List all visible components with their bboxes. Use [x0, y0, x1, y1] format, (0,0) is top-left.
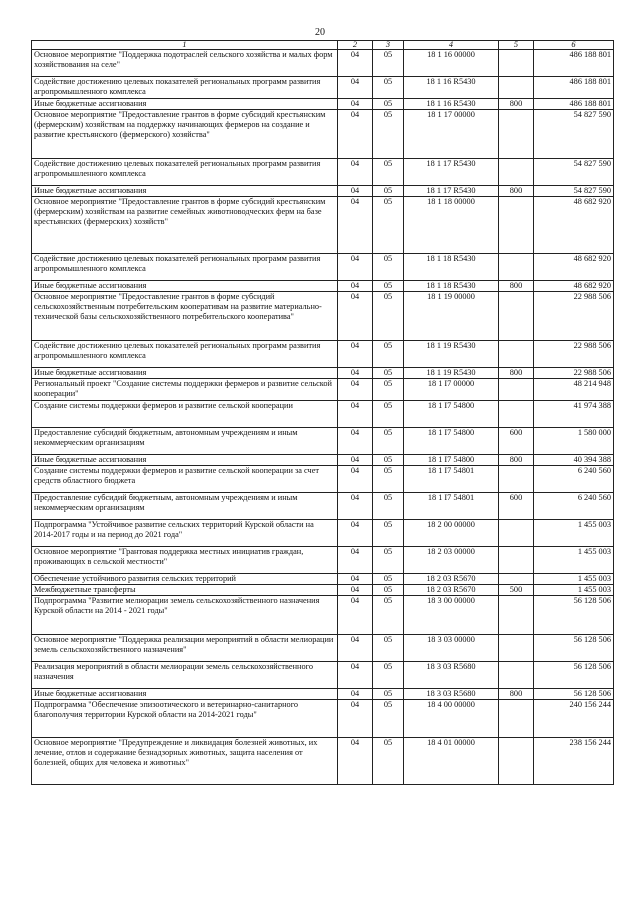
table-row	[32, 596, 614, 635]
row-subsection: 05	[373, 254, 404, 281]
row-amount: 486 188 801	[534, 99, 614, 110]
row-subsection: 05	[373, 197, 404, 254]
row-expense-type: 800	[499, 281, 534, 292]
row-expense-type: 800	[499, 99, 534, 110]
row-name: Иные бюджетные ассигнования	[32, 455, 338, 466]
row-name: Основное мероприятие "Предоставление грантов в форме субсидий крестьянским (фермерским) хозяйствам на поддержку начинающих фермеров на создание и развитие крестьянского (фермерского) хозяйства"	[32, 110, 338, 159]
row-target-code: 18 1 I7 00000	[404, 379, 499, 401]
row-target-code: 18 3 00 00000	[404, 596, 499, 635]
row-amount: 486 188 801	[534, 50, 614, 77]
row-expense-type: 600	[499, 493, 534, 520]
row-name: Предоставление субсидий бюджетным, автономным учреждениям и иным некоммерческим организациям	[32, 493, 338, 520]
row-section: 04	[338, 110, 373, 159]
table-row	[32, 254, 614, 281]
row-target-code: 18 1 16 00000	[404, 50, 499, 77]
row-amount: 56 128 506	[534, 635, 614, 662]
row-target-code: 18 2 03 R5670	[404, 574, 499, 585]
row-subsection: 05	[373, 596, 404, 635]
row-name: Межбюджетные трансферты	[32, 585, 338, 596]
row-section: 04	[338, 401, 373, 428]
row-name: Создание системы поддержки фермеров и развитие сельской кооперации	[32, 401, 338, 428]
table-row	[32, 110, 614, 159]
row-expense-type	[499, 197, 534, 254]
column-header: 1	[32, 41, 338, 50]
table-row	[32, 197, 614, 254]
row-name: Основное мероприятие "Грантовая поддержка местных инициатив граждан, проживающих в сельской местности"	[32, 547, 338, 574]
row-section: 04	[338, 292, 373, 341]
row-target-code: 18 2 03 R5670	[404, 585, 499, 596]
row-amount: 1 580 000	[534, 428, 614, 455]
row-section: 04	[338, 596, 373, 635]
row-name: Подпрограмма "Обеспечение эпизоотического и ветеринарно-санитарного благополучия территории Курской области на 2014-2021 годы"	[32, 700, 338, 738]
row-subsection: 05	[373, 186, 404, 197]
row-subsection: 05	[373, 466, 404, 493]
table-row	[32, 428, 614, 455]
row-section: 04	[338, 341, 373, 368]
row-subsection: 05	[373, 428, 404, 455]
row-section: 04	[338, 466, 373, 493]
row-amount: 22 988 506	[534, 341, 614, 368]
row-section: 04	[338, 254, 373, 281]
row-expense-type	[499, 110, 534, 159]
row-section: 04	[338, 379, 373, 401]
row-subsection: 05	[373, 77, 404, 99]
row-subsection: 05	[373, 292, 404, 341]
row-expense-type	[499, 547, 534, 574]
table-row	[32, 159, 614, 186]
row-amount: 56 128 506	[534, 689, 614, 700]
page-number: 20	[315, 27, 325, 38]
row-expense-type	[499, 738, 534, 785]
column-header: 4	[404, 41, 499, 50]
row-target-code: 18 1 I7 54800	[404, 401, 499, 428]
row-section: 04	[338, 493, 373, 520]
table-row	[32, 738, 614, 785]
row-subsection: 05	[373, 574, 404, 585]
row-expense-type	[499, 700, 534, 738]
row-target-code: 18 4 01 00000	[404, 738, 499, 785]
row-target-code: 18 4 00 00000	[404, 700, 499, 738]
table-row	[32, 341, 614, 368]
row-subsection: 05	[373, 159, 404, 186]
row-subsection: 05	[373, 455, 404, 466]
row-expense-type: 800	[499, 186, 534, 197]
row-amount: 48 682 920	[534, 281, 614, 292]
row-section: 04	[338, 547, 373, 574]
table-row	[32, 689, 614, 700]
row-name: Содействие достижению целевых показателей региональных программ развития агропромышленного комплекса	[32, 77, 338, 99]
row-section: 04	[338, 186, 373, 197]
row-expense-type	[499, 520, 534, 547]
table-row	[32, 50, 614, 77]
row-name: Основное мероприятие "Поддержка реализации мероприятий в области мелиорации земель сельскохозяйственного назначения"	[32, 635, 338, 662]
row-amount: 54 827 590	[534, 110, 614, 159]
table-row	[32, 635, 614, 662]
row-expense-type	[499, 401, 534, 428]
table-row	[32, 99, 614, 110]
table-row	[32, 520, 614, 547]
row-name: Предоставление субсидий бюджетным, автономным учреждениям и иным некоммерческим организациям	[32, 428, 338, 455]
row-target-code: 18 1 17 00000	[404, 110, 499, 159]
row-amount: 1 455 003	[534, 547, 614, 574]
row-section: 04	[338, 520, 373, 547]
row-name: Основное мероприятие "Поддержка подотраслей сельского хозяйства и малых форм хозяйствования на селе"	[32, 50, 338, 77]
row-subsection: 05	[373, 110, 404, 159]
table-body	[32, 50, 614, 785]
row-expense-type: 800	[499, 368, 534, 379]
row-target-code: 18 1 I7 54801	[404, 466, 499, 493]
row-section: 04	[338, 368, 373, 379]
row-amount: 1 455 003	[534, 585, 614, 596]
column-header: 6	[534, 41, 614, 50]
row-expense-type	[499, 662, 534, 689]
row-amount: 1 455 003	[534, 574, 614, 585]
table-row	[32, 574, 614, 585]
row-section: 04	[338, 585, 373, 596]
row-expense-type	[499, 635, 534, 662]
row-amount: 40 394 388	[534, 455, 614, 466]
row-section: 04	[338, 428, 373, 455]
row-name: Основное мероприятие "Предоставление грантов в форме субсидий крестьянским (фермерским) хозяйствам на развитие семейных животноводческих ферм на базе крестьянских (фермерских) хозяйств"	[32, 197, 338, 254]
row-expense-type	[499, 466, 534, 493]
row-subsection: 05	[373, 547, 404, 574]
row-section: 04	[338, 635, 373, 662]
row-amount: 1 455 003	[534, 520, 614, 547]
row-target-code: 18 1 17 R5430	[404, 186, 499, 197]
row-expense-type: 800	[499, 689, 534, 700]
row-expense-type	[499, 596, 534, 635]
row-subsection: 05	[373, 281, 404, 292]
row-amount: 56 128 506	[534, 662, 614, 689]
row-target-code: 18 1 18 R5430	[404, 254, 499, 281]
row-target-code: 18 1 17 R5430	[404, 159, 499, 186]
row-subsection: 05	[373, 401, 404, 428]
row-target-code: 18 1 18 R5430	[404, 281, 499, 292]
row-name: Региональный проект "Создание системы поддержки фермеров и развитие сельской кооперации"	[32, 379, 338, 401]
row-name: Реализация мероприятий в области мелиорации земель сельскохозяйственного назначения	[32, 662, 338, 689]
table-row	[32, 547, 614, 574]
row-target-code: 18 2 03 00000	[404, 547, 499, 574]
row-target-code: 18 1 19 00000	[404, 292, 499, 341]
row-target-code: 18 1 16 R5430	[404, 77, 499, 99]
table-row	[32, 186, 614, 197]
table-row	[32, 281, 614, 292]
row-subsection: 05	[373, 689, 404, 700]
row-section: 04	[338, 689, 373, 700]
row-target-code: 18 1 I7 54801	[404, 493, 499, 520]
row-expense-type: 600	[499, 428, 534, 455]
row-expense-type	[499, 50, 534, 77]
row-subsection: 05	[373, 520, 404, 547]
row-subsection: 05	[373, 700, 404, 738]
column-header: 3	[373, 41, 404, 50]
row-subsection: 05	[373, 585, 404, 596]
row-section: 04	[338, 662, 373, 689]
row-subsection: 05	[373, 493, 404, 520]
row-amount: 240 156 244	[534, 700, 614, 738]
row-expense-type	[499, 254, 534, 281]
row-expense-type	[499, 379, 534, 401]
row-amount: 54 827 590	[534, 186, 614, 197]
row-amount: 54 827 590	[534, 159, 614, 186]
row-target-code: 18 1 I7 54800	[404, 428, 499, 455]
table-row	[32, 77, 614, 99]
row-name: Подпрограмма "Устойчивое развитие сельских территорий Курской области на 2014-2017 годы и на период до 2021 года"	[32, 520, 338, 547]
row-expense-type	[499, 159, 534, 186]
row-section: 04	[338, 574, 373, 585]
table-row	[32, 379, 614, 401]
table-row	[32, 493, 614, 520]
row-target-code: 18 1 I7 54800	[404, 455, 499, 466]
row-name: Обеспечение устойчивого развития сельских территорий	[32, 574, 338, 585]
row-subsection: 05	[373, 341, 404, 368]
table-row	[32, 292, 614, 341]
row-amount: 6 240 560	[534, 493, 614, 520]
table-row	[32, 585, 614, 596]
row-name: Иные бюджетные ассигнования	[32, 368, 338, 379]
row-section: 04	[338, 159, 373, 186]
row-subsection: 05	[373, 368, 404, 379]
row-subsection: 05	[373, 379, 404, 401]
row-name: Иные бюджетные ассигнования	[32, 99, 338, 110]
row-name: Основное мероприятие "Предупреждение и ликвидация болезней животных, их лечение, отлов и содержание безнадзорных животных, защита населения от болезней, общих для человека и животных"	[32, 738, 338, 785]
row-section: 04	[338, 738, 373, 785]
table-row	[32, 662, 614, 689]
row-subsection: 05	[373, 738, 404, 785]
row-target-code: 18 1 19 R5430	[404, 368, 499, 379]
row-section: 04	[338, 77, 373, 99]
row-name: Содействие достижению целевых показателей региональных программ развития агропромышленного комплекса	[32, 159, 338, 186]
row-amount: 6 240 560	[534, 466, 614, 493]
row-subsection: 05	[373, 662, 404, 689]
row-target-code: 18 1 19 R5430	[404, 341, 499, 368]
row-section: 04	[338, 197, 373, 254]
row-subsection: 05	[373, 50, 404, 77]
table-row	[32, 401, 614, 428]
row-name: Основное мероприятие "Предоставление грантов в форме субсидий сельскохозяйственным потребительским кооперативам на развитие материально-технической базы сельскохозяйственного потребительского кооператива"	[32, 292, 338, 341]
row-section: 04	[338, 99, 373, 110]
row-amount: 48 214 948	[534, 379, 614, 401]
row-section: 04	[338, 50, 373, 77]
row-amount: 48 682 920	[534, 197, 614, 254]
row-name: Иные бюджетные ассигнования	[32, 689, 338, 700]
row-target-code: 18 3 03 00000	[404, 635, 499, 662]
row-section: 04	[338, 700, 373, 738]
header-row	[32, 41, 614, 50]
row-name: Иные бюджетные ассигнования	[32, 186, 338, 197]
column-header: 2	[338, 41, 373, 50]
row-target-code: 18 3 03 R5680	[404, 689, 499, 700]
table-row	[32, 466, 614, 493]
table-row	[32, 455, 614, 466]
row-section: 04	[338, 281, 373, 292]
row-expense-type: 800	[499, 455, 534, 466]
row-name: Содействие достижению целевых показателей региональных программ развития агропромышленного комплекса	[32, 341, 338, 368]
row-target-code: 18 1 18 00000	[404, 197, 499, 254]
row-amount: 22 988 506	[534, 368, 614, 379]
row-target-code: 18 1 16 R5430	[404, 99, 499, 110]
row-expense-type	[499, 341, 534, 368]
row-expense-type	[499, 574, 534, 585]
row-amount: 22 988 506	[534, 292, 614, 341]
row-name: Создание системы поддержки фермеров и развитие сельской кооперации за счет средств областного бюджета	[32, 466, 338, 493]
row-amount: 56 128 506	[534, 596, 614, 635]
row-amount: 41 974 388	[534, 401, 614, 428]
table-row	[32, 368, 614, 379]
row-name: Содействие достижению целевых показателей региональных программ развития агропромышленного комплекса	[32, 254, 338, 281]
row-expense-type	[499, 292, 534, 341]
row-amount: 238 156 244	[534, 738, 614, 785]
row-target-code: 18 2 00 00000	[404, 520, 499, 547]
row-target-code: 18 3 03 R5680	[404, 662, 499, 689]
row-subsection: 05	[373, 99, 404, 110]
row-expense-type	[499, 77, 534, 99]
row-name: Подпрограмма "Развитие мелиорации земель сельскохозяйственного назначения Курской области на 2014 - 2021 годы"	[32, 596, 338, 635]
row-expense-type: 500	[499, 585, 534, 596]
row-subsection: 05	[373, 635, 404, 662]
row-amount: 486 188 801	[534, 77, 614, 99]
row-section: 04	[338, 455, 373, 466]
column-header: 5	[499, 41, 534, 50]
row-name: Иные бюджетные ассигнования	[32, 281, 338, 292]
row-amount: 48 682 920	[534, 254, 614, 281]
budget-table	[31, 40, 614, 785]
table-row	[32, 700, 614, 738]
